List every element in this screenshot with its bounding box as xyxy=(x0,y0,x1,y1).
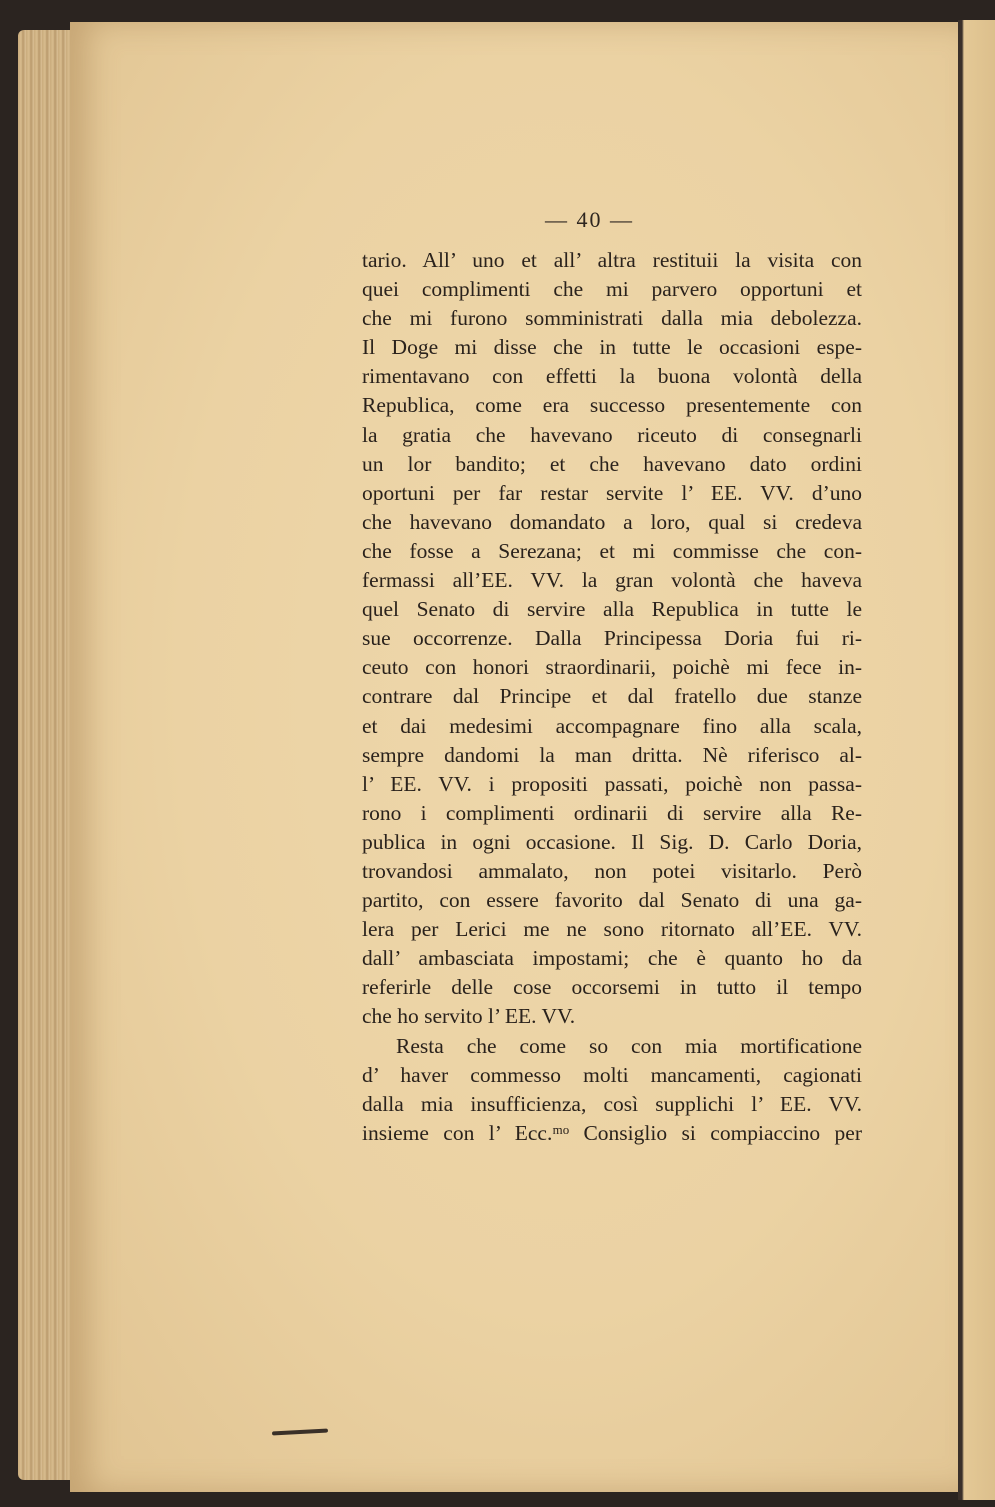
text-line: referirle delle cose occorsemi in tutto il tempo xyxy=(362,975,862,1000)
text-line: oportuni per far restar servite l’ EE. VV. d’uno xyxy=(362,480,862,505)
text-line: quei complimenti che mi parvero opportuni et xyxy=(362,277,862,302)
text-line: quel Senato di servire alla Republica in tutte le xyxy=(362,597,862,622)
text-line: sempre dandomi la man dritta. Nè riferisco al- xyxy=(362,742,862,767)
text-line: et dai medesimi accompagnare fino alla scala, xyxy=(362,713,862,738)
text-line: contrare dal Principe et dal fratello due stanze xyxy=(362,684,862,709)
text-line: dalla mia insufficienza, così supplichi l’ EE. VV. xyxy=(362,1091,862,1116)
text-line: l’ EE. VV. i propositi passati, poichè non passa- xyxy=(362,771,862,796)
text-line: Resta che come so con mia mortificatione xyxy=(396,1033,862,1058)
text-line: la gratia che havevano riceuto di consegnarli xyxy=(362,422,862,447)
text-line: trovandosi ammalato, non potei visitarlo. Però xyxy=(362,858,862,883)
text-line: rono i complimenti ordinarii di servire alla Re- xyxy=(362,800,862,825)
body-text xyxy=(362,246,862,1148)
text-line: che ho servito l’ EE. VV. xyxy=(362,1004,576,1029)
text-line: rimentavano con effetti la buona volontà della xyxy=(362,364,862,389)
text-line: Republica, come era successo presentemente con xyxy=(362,393,862,418)
text-line: partito, con essere favorito dal Senato di una ga- xyxy=(362,888,862,913)
text-line: publica in ogni occasione. Il Sig. D. Carlo Doria, xyxy=(362,829,862,854)
facing-page-edge xyxy=(958,20,995,1500)
text-line: che fosse a Serezana; et mi commisse che con- xyxy=(362,538,862,563)
text-line: lera per Lerici me ne sono ritornato all’EE. VV. xyxy=(362,917,862,942)
text-line: tario. All’ uno et all’ altra restituii la visita con xyxy=(362,248,862,272)
text-line: un lor bandito; et che havevano dato ordini xyxy=(362,451,862,476)
text-line: fermassi all’EE. VV. la gran volontà che haveva xyxy=(362,568,862,593)
page-number: — 40 — xyxy=(545,207,634,232)
text-line: Il Doge mi disse che in tutte le occasioni espe- xyxy=(362,335,862,360)
text-line: dall’ ambasciata impostami; che è quanto ho da xyxy=(362,946,862,971)
text-line: insieme con l’ Ecc.ᵐᵒ Consiglio si compiaccino per xyxy=(362,1120,862,1145)
text-line: ceuto con honori straordinarii, poichè mi fece in- xyxy=(362,655,862,680)
text-line: d’ haver commesso molti mancamenti, cagionati xyxy=(362,1062,862,1087)
text-line: sue occorrenze. Dalla Principessa Doria fui ri- xyxy=(362,626,862,651)
text-line: che mi furono somministrati dalla mia debolezza. xyxy=(362,306,862,331)
text-line: che havevano domandato a loro, qual si credeva xyxy=(362,509,862,534)
